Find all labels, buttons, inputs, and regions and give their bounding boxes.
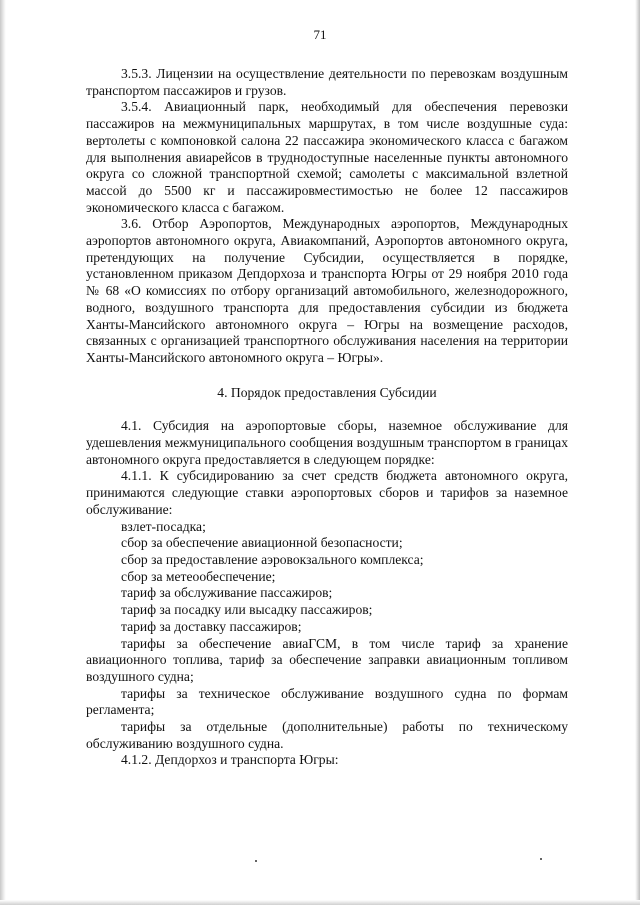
scan-speck xyxy=(540,858,542,860)
paragraph-4-1-1: 4.1.1. К субсидированию за счет средств бюджета автономного округа, принимаются следующие ставки аэропортовых сборов и тарифов за наземное обслуживание: xyxy=(86,468,568,517)
scan-speck xyxy=(255,860,257,862)
paragraph-3-5-4: 3.5.4. Авиационный парк, необходимый для обеспечения перевозки пассажиров на межмуниципальных маршрутах, в том числе воздушные суда: вертолеты с компоновкой салона 22 пассажира экономического класса с багажом для выполнения авиарейсов в труднодоступные населенные пункты автономного округа со сложной транспортной схемой; самолеты с максимальной взлетной массой до 5500 кг и пассажировместимостью не более 12 пассажиров экономического класса с багажом. xyxy=(86,99,568,215)
list-item: тариф за доставку пассажиров; xyxy=(121,618,302,634)
paragraph-4-1-2: 4.1.2. Депдорхоз и транспорта Югры: xyxy=(121,752,339,768)
list-item: сбор за метеообеспечение; xyxy=(121,568,276,584)
list-item: тариф за посадку или высадку пассажиров; xyxy=(121,602,373,618)
list-item: взлет-посадка; xyxy=(121,518,206,534)
scan-edge-right xyxy=(635,0,640,905)
scan-artifact-dots xyxy=(0,858,640,868)
scan-edge-left xyxy=(0,0,6,905)
paragraph-4-1: 4.1. Субсидия на аэропортовые сборы, наземное обслуживание для удешевления межмуниципального сообщения воздушным транспортом в границах автономного округа предоставляется в следующем порядке: xyxy=(86,418,568,467)
paragraph-3-5-3: 3.5.3. Лицензии на осуществление деятельности по перевозкам воздушным транспортом пассажиров и грузов. xyxy=(86,66,568,98)
list-item: тариф за обслуживание пассажиров; xyxy=(121,585,333,601)
list-item: тарифы за техническое обслуживание воздушного судна по формам регламента; xyxy=(86,685,568,718)
section-heading: 4. Порядок предоставления Субсидии xyxy=(217,384,437,400)
list-item: тарифы за обеспечение авиаГСМ, в том числе тариф за хранение авиационного топлива, тариф за обеспечение заправки авиационным топливом воздушного судна; xyxy=(86,635,568,684)
list-item: сбор за предоставление аэровокзального комплекса; xyxy=(121,551,424,567)
page-number: 71 xyxy=(313,27,327,42)
scan-edge-bottom xyxy=(0,900,640,905)
paragraph-3-6: 3.6. Отбор Аэропортов, Международных аэропортов, Международных аэропортов автономного округа, Авиакомпаний, Аэропортов автономного округа, претендующих на получение Субсидии, осуществляется в порядке, установленном приказом Депдорхоза и транспорта Югры от 29 ноября 2010 года № 68 «О комиссиях по отбору организаций автомобильного, железнодорожного, водного, воздушного транспорта для предоставления субсидии из бюджета Ханты-Мансийского автономного округа – Югры на возмещение расходов, связанных с организацией транспортного обслуживания населения на территории Ханты-Мансийского автономного округа – Югры». xyxy=(86,216,568,365)
list-item: тарифы за отдельные (дополнительные) работы по техническому обслуживанию воздушного судна. xyxy=(86,719,568,751)
list-item: сбор за обеспечение авиационной безопасности; xyxy=(121,535,403,551)
document-body xyxy=(86,66,568,769)
